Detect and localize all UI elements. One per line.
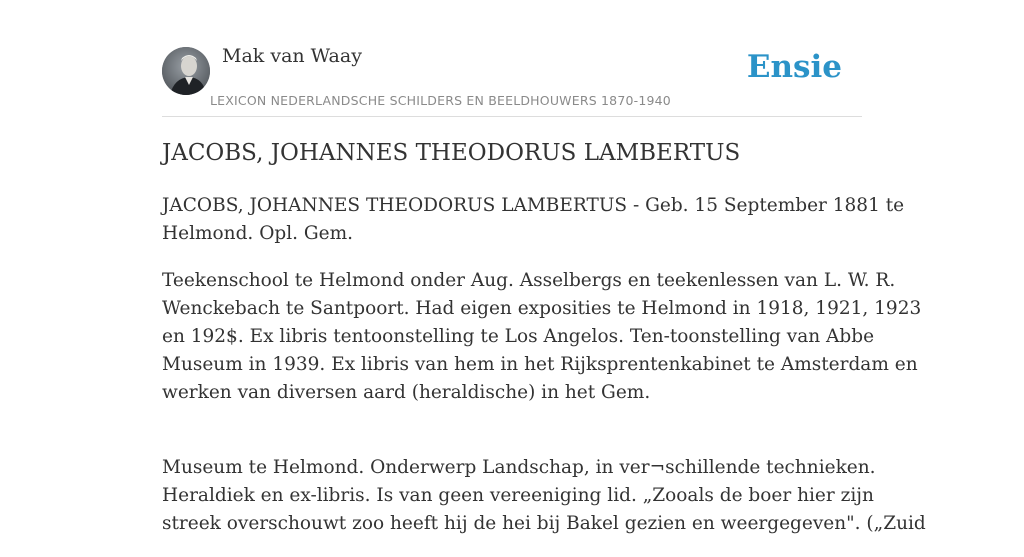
text-line: Heraldiek en ex-libris. Is van geen vereeniging lid. „Zooals de boer hier zijn	[162, 485, 874, 506]
text-line: werken van diversen aard (heraldische) in het Gem.	[162, 382, 651, 403]
text-line: en 192$. Ex libris tentoonstelling te Los Angelos. Ten-toonstelling van Abbe	[162, 326, 875, 347]
author-avatar[interactable]	[162, 47, 210, 95]
text-line: JACOBS, JOHANNES THEODORUS LAMBERTUS - Geb. 15 September 1881 te	[162, 195, 905, 216]
article-paragraph	[162, 454, 926, 538]
portrait-icon	[162, 47, 210, 95]
ensie-logo[interactable]: Ensie	[746, 49, 842, 85]
text-line: Museum te Helmond. Onderwerp Landschap, in ver¬schillende technieken.	[162, 457, 876, 478]
text-line: streek overschouwt zoo heeft hij de hei bij Bakel gezien en weergegeven". („Zuid	[162, 513, 926, 534]
article-paragraph	[162, 267, 922, 407]
source-title[interactable]: LEXICON NEDERLANDSCHE SCHILDERS EN BEELDHOUWERS 1870-1940	[210, 93, 671, 108]
text-line: Museum in 1939. Ex libris van hem in het Rijksprentenkabinet te Amsterdam en	[162, 354, 918, 375]
article-page	[162, 0, 926, 534]
paragraph-spacer	[162, 426, 862, 454]
article-title: JACOBS, JOHANNES THEODORUS LAMBERTUS	[162, 140, 741, 166]
article-header	[162, 0, 862, 117]
text-line: Wenckebach te Santpoort. Had eigen exposities te Helmond in 1918, 1921, 1923	[162, 298, 922, 319]
text-line: Teekenschool te Helmond onder Aug. Asselbergs en teekenlessen van L. W. R.	[162, 270, 896, 291]
article-paragraph	[162, 192, 905, 248]
article-body	[162, 192, 926, 557]
text-line: Helmond. Opl. Gem.	[162, 223, 354, 244]
author-name[interactable]: Mak van Waay	[222, 45, 362, 67]
